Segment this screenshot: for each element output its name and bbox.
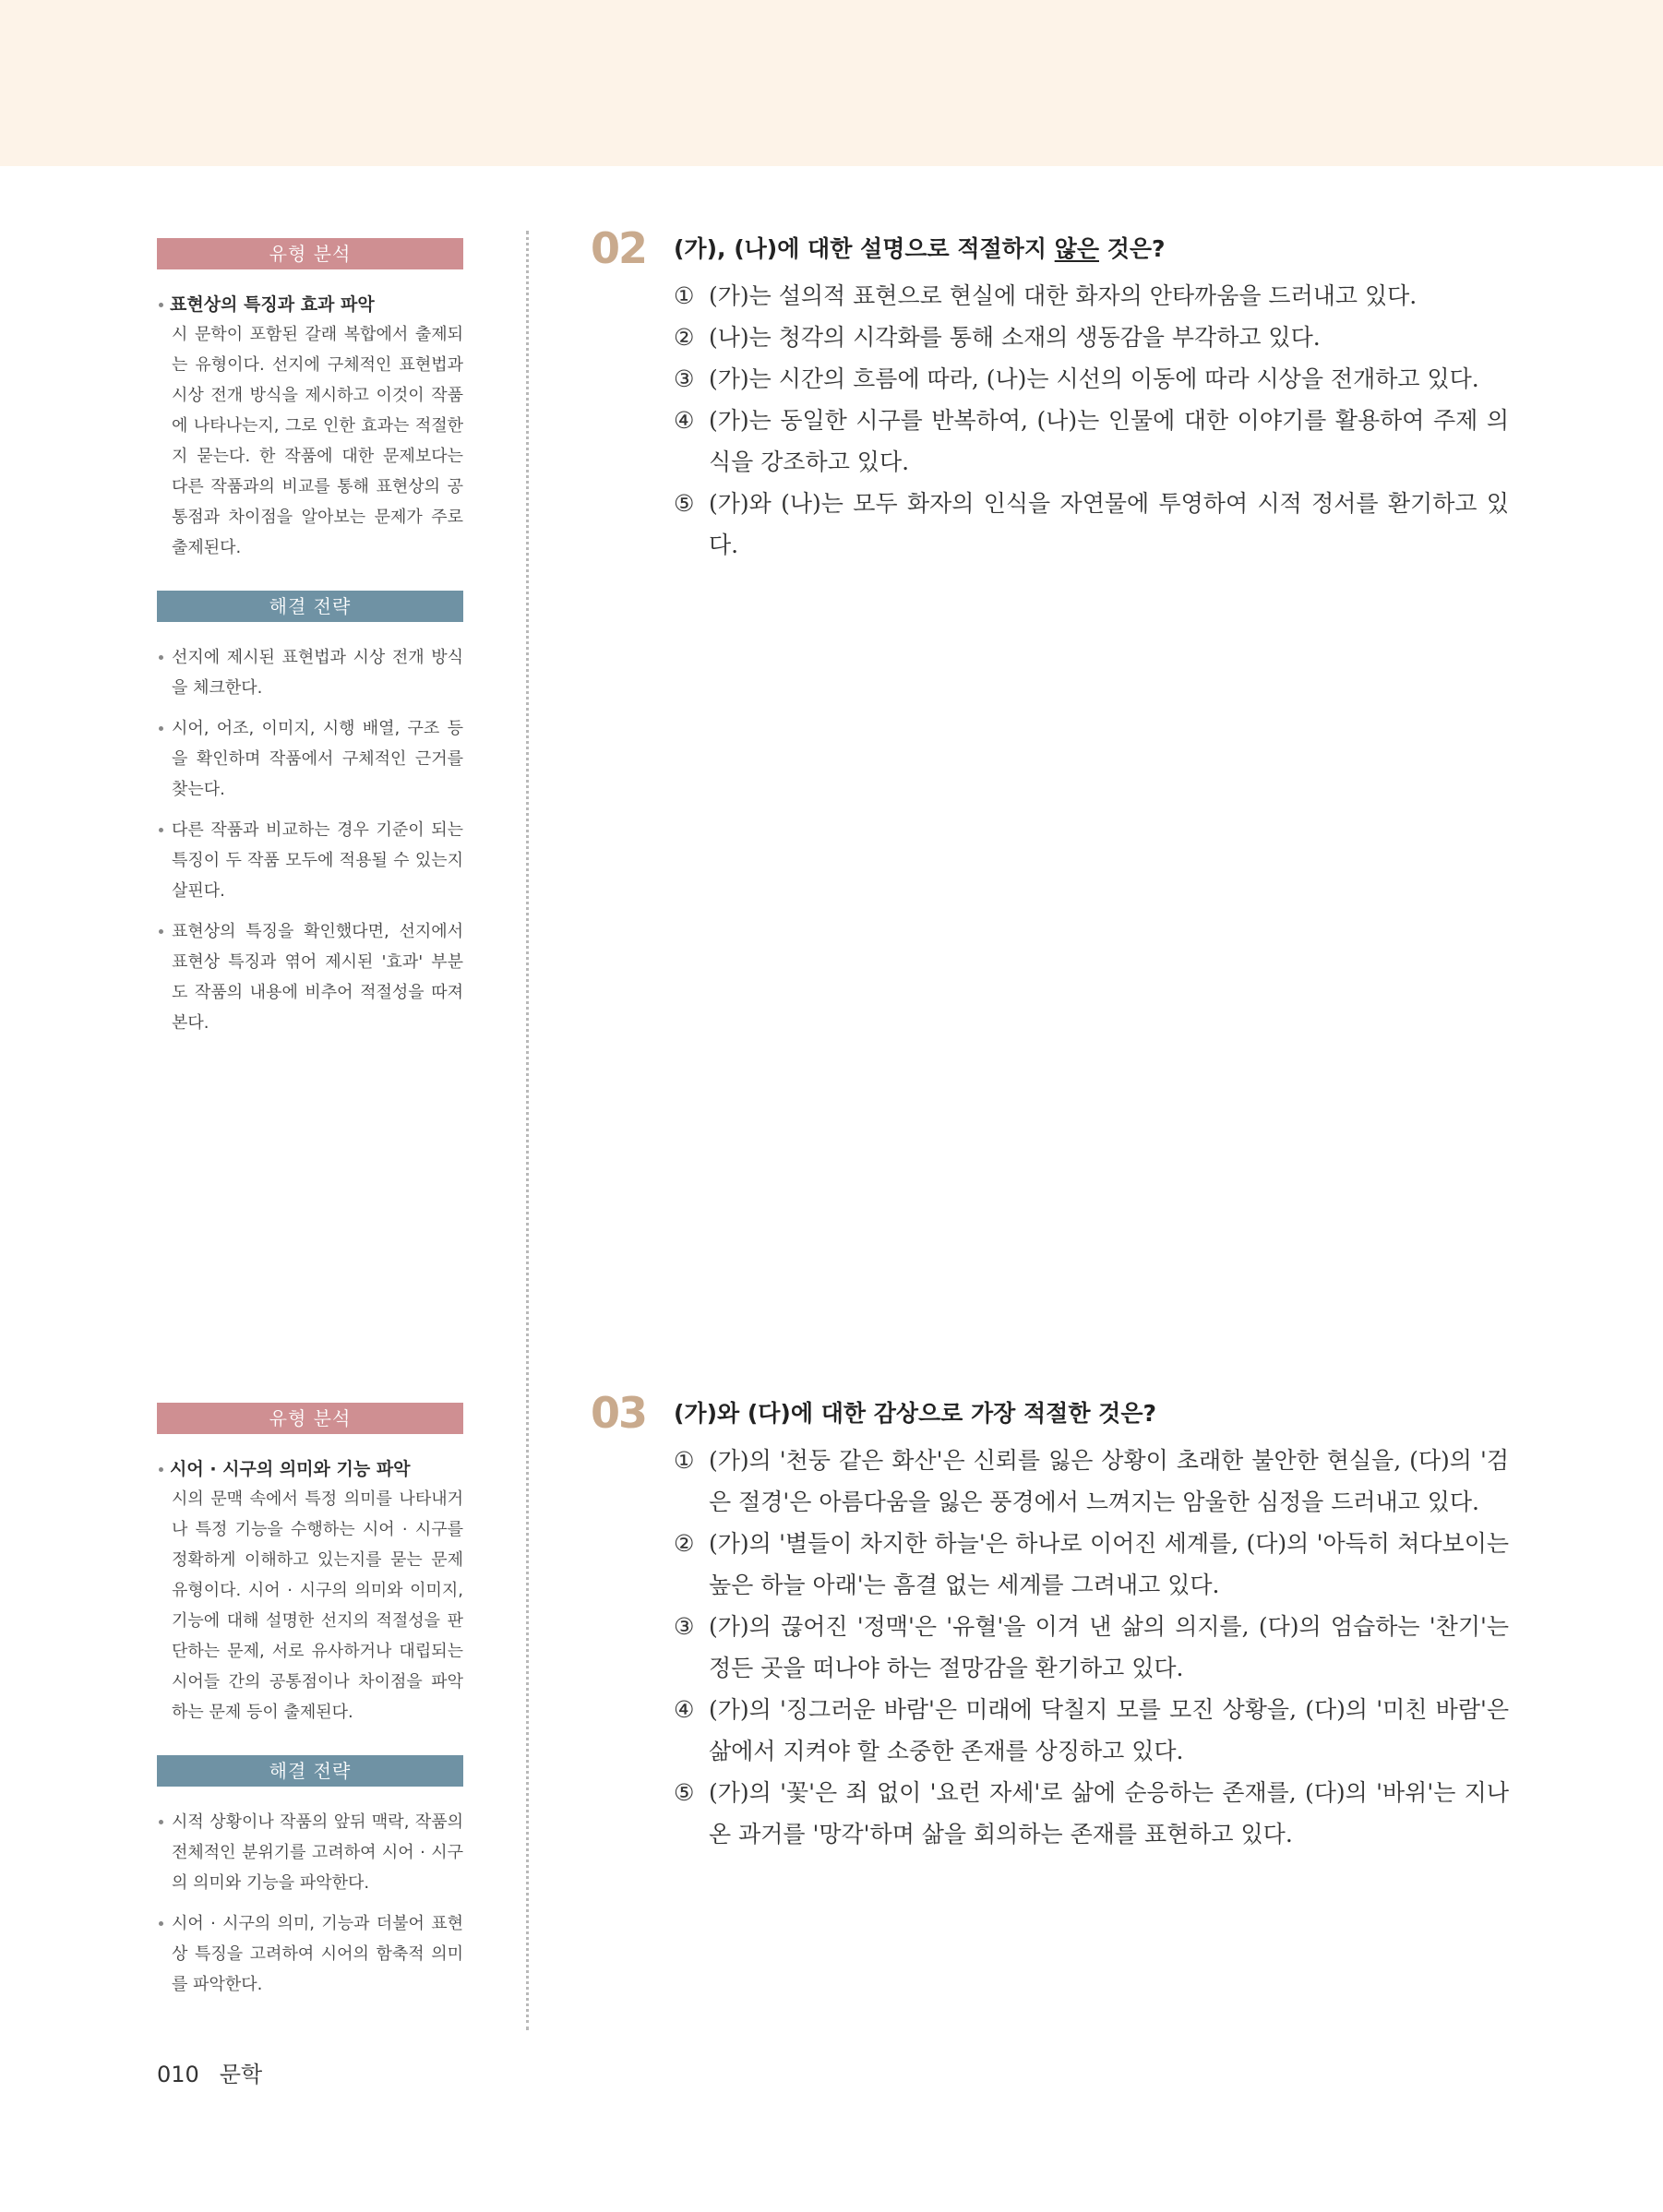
strategy-item: 표현상의 특징을 확인했다면, 선지에서 표현상 특징과 엮어 제시된 '효과' 부분도 작품의 내용에 비추어 적절성을 따져본다. <box>157 916 463 1038</box>
stem-emphasis: 않은 <box>1054 235 1099 262</box>
question-number: 02 <box>591 223 647 273</box>
question-number: 03 <box>591 1388 647 1438</box>
stem-text: (가), (나)에 대한 설명으로 적절하지 <box>674 235 1055 262</box>
question-stem: (가)와 (다)에 대한 감상으로 가장 적절한 것은? <box>674 1400 1156 1427</box>
answer-choices <box>674 275 1509 566</box>
choice-text: (가)의 '꽃'은 죄 없이 '요런 자세'로 삶에 순응하는 존재를, (다)의 '바위'는 지나온 과거를 '망각'하며 삶을 회의하는 존재를 표현하고 있다. <box>709 1779 1509 1847</box>
analysis-section <box>157 290 463 563</box>
choice-mark: ① <box>674 1447 695 1474</box>
section-name: 문학 <box>219 2062 263 2087</box>
strategy-item: 시적 상황이나 작품의 앞뒤 맥락, 작품의 전체적인 분위기를 고려하여 시어 · 시구의 의미와 기능을 파악한다. <box>157 1807 463 1898</box>
analysis-body: 시 문학이 포함된 갈래 복합에서 출제되는 유형이다. 선지에 구체적인 표현법과 시상 전개 방식을 제시하고 이것이 작품에 나타나는지, 그로 인한 효과는 적절한지 묻는다. 한 작품에 대한 문제보다는 다른 작품과의 비교를 통해 표현상의 공통점과 차이점을 알아보는 문제가 주로 출제된다. <box>172 325 463 557</box>
question-02 <box>591 223 1509 566</box>
choice-mark: ⑤ <box>674 1779 695 1806</box>
choice-mark: ⑤ <box>674 490 695 517</box>
strategy-item: 다른 작품과 비교하는 경우 기준이 되는 특징이 두 작품 모두에 적용될 수 있는지 살핀다. <box>157 815 463 906</box>
strategy-item: 시어, 어조, 이미지, 시행 배열, 구조 등을 확인하며 작품에서 구체적인 근거를 찾는다. <box>157 713 463 805</box>
choice-mark: ③ <box>674 1613 695 1640</box>
choice-mark: ③ <box>674 365 695 392</box>
answer-choice-4[interactable] <box>674 400 1509 483</box>
strategy-header: 해결 전략 <box>157 1755 463 1787</box>
strategy-list <box>157 1807 463 2000</box>
question-03 <box>591 1388 1509 1855</box>
choice-text: (나)는 청각의 시각화를 통해 소재의 생동감을 부각하고 있다. <box>709 324 1321 351</box>
answer-choice-4[interactable] <box>674 1689 1509 1772</box>
choice-text: (가)는 시간의 흐름에 따라, (나)는 시선의 이동에 따라 시상을 전개하고 있다. <box>709 365 1479 392</box>
choice-mark: ② <box>674 324 695 351</box>
strategy-item: 선지에 제시된 표현법과 시상 전개 방식을 체크한다. <box>157 642 463 703</box>
choice-mark: ② <box>674 1530 695 1557</box>
choice-text: (가)는 동일한 시구를 반복하여, (나)는 인물에 대한 이야기를 활용하여 주제 의식을 강조하고 있다. <box>709 407 1509 475</box>
choice-text: (가)의 '천둥 같은 화산'은 신뢰를 잃은 상황이 초래한 불안한 현실을, (다)의 '검은 절경'은 아름다움을 잃은 풍경에서 느껴지는 암울한 심정을 드러내고 있다. <box>709 1447 1509 1515</box>
answer-choice-1[interactable] <box>674 1440 1509 1523</box>
choice-mark: ④ <box>674 1696 695 1723</box>
analysis-title: 표현상의 특징과 효과 파악 <box>157 290 463 319</box>
analysis-title: 시어 · 시구의 의미와 기능 파악 <box>157 1454 463 1484</box>
answer-choice-2[interactable] <box>674 1523 1509 1606</box>
analysis-header: 유형 분석 <box>157 238 463 269</box>
stem-text: 것은? <box>1098 235 1166 262</box>
answer-choice-2[interactable] <box>674 317 1509 358</box>
strategy-item: 시어 · 시구의 의미, 기능과 더불어 표현상 특징을 고려하여 시어의 함축적 의미를 파악한다. <box>157 1908 463 2000</box>
header-band <box>0 0 1663 166</box>
answer-choice-5[interactable] <box>674 1772 1509 1855</box>
answer-choices <box>674 1440 1509 1855</box>
analysis-body: 시의 문맥 속에서 특정 의미를 나타내거나 특정 기능을 수행하는 시어 · 시구를 정확하게 이해하고 있는지를 묻는 문제 유형이다. 시어 · 시구의 의미와 이미지, 기능에 대해 설명한 선지의 적절성을 판단하는 문제, 서로 유사하거나 대립되는 시어들 간의 공통점이나 차이점을 파악하는 문제 등이 출제된다. <box>172 1489 463 1722</box>
choice-mark: ④ <box>674 407 695 434</box>
analysis-section <box>157 1454 463 1728</box>
page-number: 010 <box>157 2062 199 2087</box>
choice-text: (가)의 끊어진 '정맥'은 '유혈'을 이겨 낸 삶의 의지를, (다)의 엄습하는 '찬기'는 정든 곳을 떠나야 하는 절망감을 환기하고 있다. <box>709 1613 1509 1681</box>
question-stem <box>674 229 1509 269</box>
choice-mark: ① <box>674 282 695 309</box>
page-footer <box>157 2056 262 2088</box>
answer-choice-3[interactable] <box>674 358 1509 400</box>
column-divider <box>526 231 529 2030</box>
choice-text: (가)의 '별들이 차지한 하늘'은 하나로 이어진 세계를, (다)의 '아득히 쳐다보이는 높은 하늘 아래'는 흠결 없는 세계를 그려내고 있다. <box>709 1530 1509 1598</box>
choice-text: (가)는 설의적 표현으로 현실에 대한 화자의 안타까움을 드러내고 있다. <box>709 282 1418 309</box>
answer-choice-3[interactable] <box>674 1606 1509 1689</box>
choice-text: (가)와 (나)는 모두 화자의 인식을 자연물에 투영하여 시적 정서를 환기하고 있다. <box>709 490 1509 558</box>
sidebar-guide-q3 <box>157 1403 463 2024</box>
sidebar-guide-q2 <box>157 238 463 1062</box>
strategy-list <box>157 642 463 1038</box>
choice-text: (가)의 '징그러운 바람'은 미래에 닥칠지 모를 모진 상황을, (다)의 '미친 바람'은 삶에서 지켜야 할 소중한 존재를 상징하고 있다. <box>709 1696 1509 1764</box>
strategy-header: 해결 전략 <box>157 591 463 622</box>
answer-choice-1[interactable] <box>674 275 1509 317</box>
answer-choice-5[interactable] <box>674 483 1509 566</box>
analysis-header: 유형 분석 <box>157 1403 463 1434</box>
